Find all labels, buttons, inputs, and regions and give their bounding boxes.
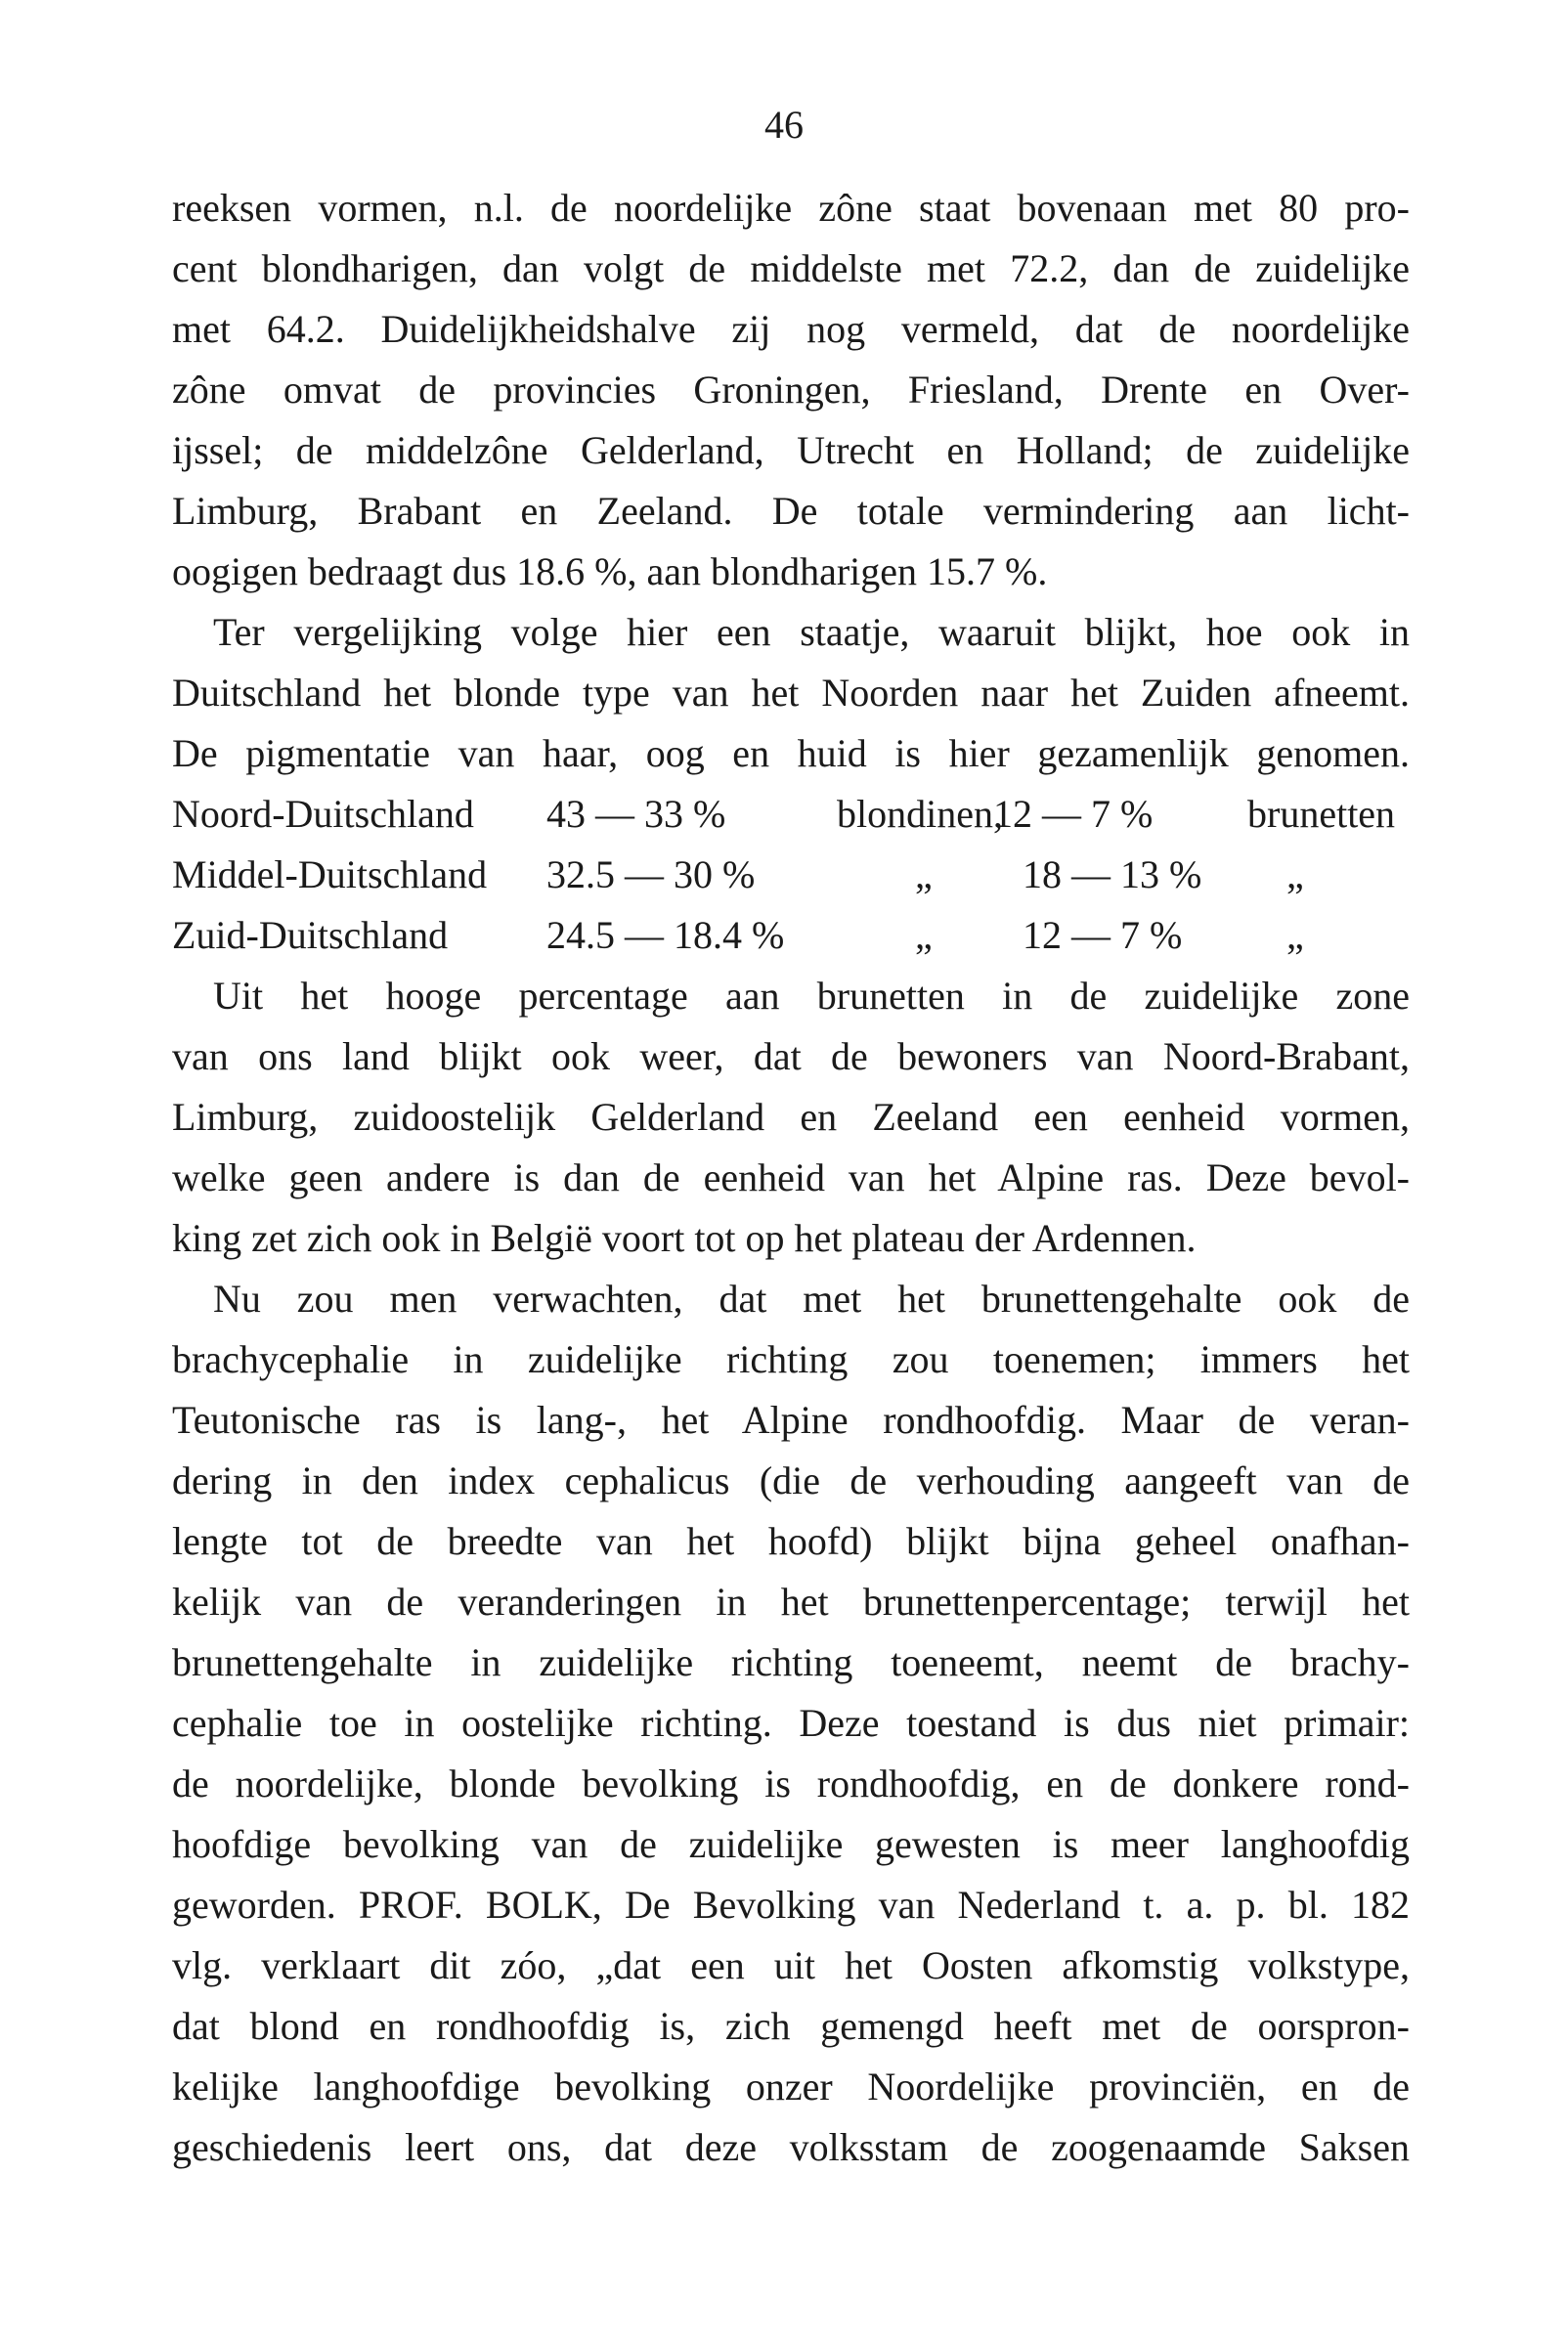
- text-line: met 64.2. Duidelijkheidshalve zij nog vermeld, dat de noordelijke: [172, 307, 1410, 351]
- table-cell-brunette: 18 — 13 %: [1023, 852, 1202, 896]
- text-line: geworden. PROF. BOLK, De Bevolking van Nederland t. a. p. bl. 182: [172, 1883, 1410, 1927]
- table-cell-blond-label: „: [915, 852, 933, 896]
- table-row: [172, 905, 1410, 966]
- text-line: hoofdige bevolking van de zuidelijke gewesten is meer langhoofdig: [172, 1822, 1410, 1866]
- paragraph-2: [172, 602, 1410, 784]
- table-cell-region: Noord-Duitschland: [172, 792, 474, 836]
- table-row: [172, 784, 1410, 845]
- table-cell-brunette: 12 — 7 %: [1023, 913, 1183, 957]
- text-line: Uit het hooge percentage aan brunetten in de zuidelijke zone: [213, 974, 1410, 1018]
- text-line: brachycephalie in zuidelijke richting zou toenemen; immers het: [172, 1337, 1410, 1381]
- table-cell-blond: 32.5 — 30 %: [546, 852, 756, 896]
- table-cell-blond: 43 — 33 %: [546, 792, 726, 836]
- table-cell-blond-label: blondinen,: [837, 792, 1003, 836]
- text-line: de noordelijke, blonde bevolking is rondhoofdig, en de donkere rond-: [172, 1761, 1410, 1805]
- table-cell-region: Middel-Duitschland: [172, 852, 488, 896]
- text-line: oogigen bedraagt dus 18.6 %, aan blondharigen 15.7 %.: [172, 549, 1048, 593]
- paragraph-3: [172, 966, 1410, 1269]
- text-line: dat blond en rondhoofdig is, zich gemengd heeft met de oorspron-: [172, 2004, 1410, 2048]
- text-line: dering in den index cephalicus (die de verhouding aangeeft van de: [172, 1458, 1410, 1502]
- text-line: geschiedenis leert ons, dat deze volksstam de zoogenaamde Saksen: [172, 2125, 1410, 2169]
- text-line: kelijke langhoofdige bevolking onzer Noordelijke provinciën, en de: [172, 2065, 1410, 2109]
- text-line: Ter vergelijking volge hier een staatje, waaruit blijkt, hoe ook in: [213, 610, 1410, 654]
- text-line: king zet zich ook in België voort tot op het plateau der Ardennen.: [172, 1216, 1197, 1260]
- text-line: vlg. verklaart dit zóo, „dat een uit het Oosten afkomstig volkstype,: [172, 1943, 1410, 1987]
- table-cell-brunette: 12 — 7 %: [993, 792, 1154, 836]
- page-number: 46: [764, 103, 804, 147]
- text-line: lengte tot de breedte van het hoofd) blijkt bijna geheel onafhan-: [172, 1519, 1410, 1563]
- text-line: welke geen andere is dan de eenheid van het Alpine ras. Deze bevol-: [172, 1155, 1410, 1199]
- table-cell-brunette-label: „: [1286, 913, 1304, 957]
- table-cell-brunette-label: „: [1286, 852, 1304, 896]
- table-cell-region: Zuid-Duitschland: [172, 913, 449, 957]
- text-line: Duitschland het blonde type van het Noorden naar het Zuiden afneemt.: [172, 671, 1410, 715]
- table-cell-blond: 24.5 — 18.4 %: [546, 913, 785, 957]
- text-line: Nu zou men verwachten, dat met het brunettengehalte ook de: [213, 1277, 1410, 1321]
- text-line: Teutonische ras is lang-, het Alpine rondhoofdig. Maar de veran-: [172, 1398, 1410, 1442]
- text-line: kelijk van de veranderingen in het brunettenpercentage; terwijl het: [172, 1580, 1410, 1624]
- text-line: zône omvat de provincies Groningen, Friesland, Drente en Over-: [172, 368, 1410, 412]
- text-line: Limburg, zuidoostelijk Gelderland en Zeeland een eenheid vormen,: [172, 1095, 1410, 1139]
- text-line: ijssel; de middelzône Gelderland, Utrecht en Holland; de zuidelijke: [172, 428, 1410, 472]
- paragraph-4: [172, 1269, 1410, 2178]
- page-body: [172, 178, 1410, 2178]
- table-cell-brunette-label: brunetten: [1247, 792, 1396, 836]
- text-line: brunettengehalte in zuidelijke richting toeneemt, neemt de brachy-: [172, 1640, 1410, 1684]
- text-line: van ons land blijkt ook weer, dat de bewoners van Noord-Brabant,: [172, 1034, 1410, 1078]
- text-line: cent blondharigen, dan volgt de middelste met 72.2, dan de zuidelijke: [172, 246, 1410, 290]
- text-line: reeksen vormen, n.l. de noordelijke zône staat bovenaan met 80 pro-: [172, 186, 1410, 230]
- table-cell-blond-label: „: [915, 913, 933, 957]
- paragraph-1: [172, 178, 1410, 602]
- text-line: Limburg, Brabant en Zeeland. De totale vermindering aan licht-: [172, 489, 1410, 533]
- text-line: De pigmentatie van haar, oog en huid is hier gezamenlijk genomen.: [172, 731, 1410, 775]
- text-line: cephalie toe in oostelijke richting. Deze toestand is dus niet primair:: [172, 1701, 1410, 1745]
- table-row: [172, 845, 1410, 905]
- pigmentation-table: [172, 784, 1410, 966]
